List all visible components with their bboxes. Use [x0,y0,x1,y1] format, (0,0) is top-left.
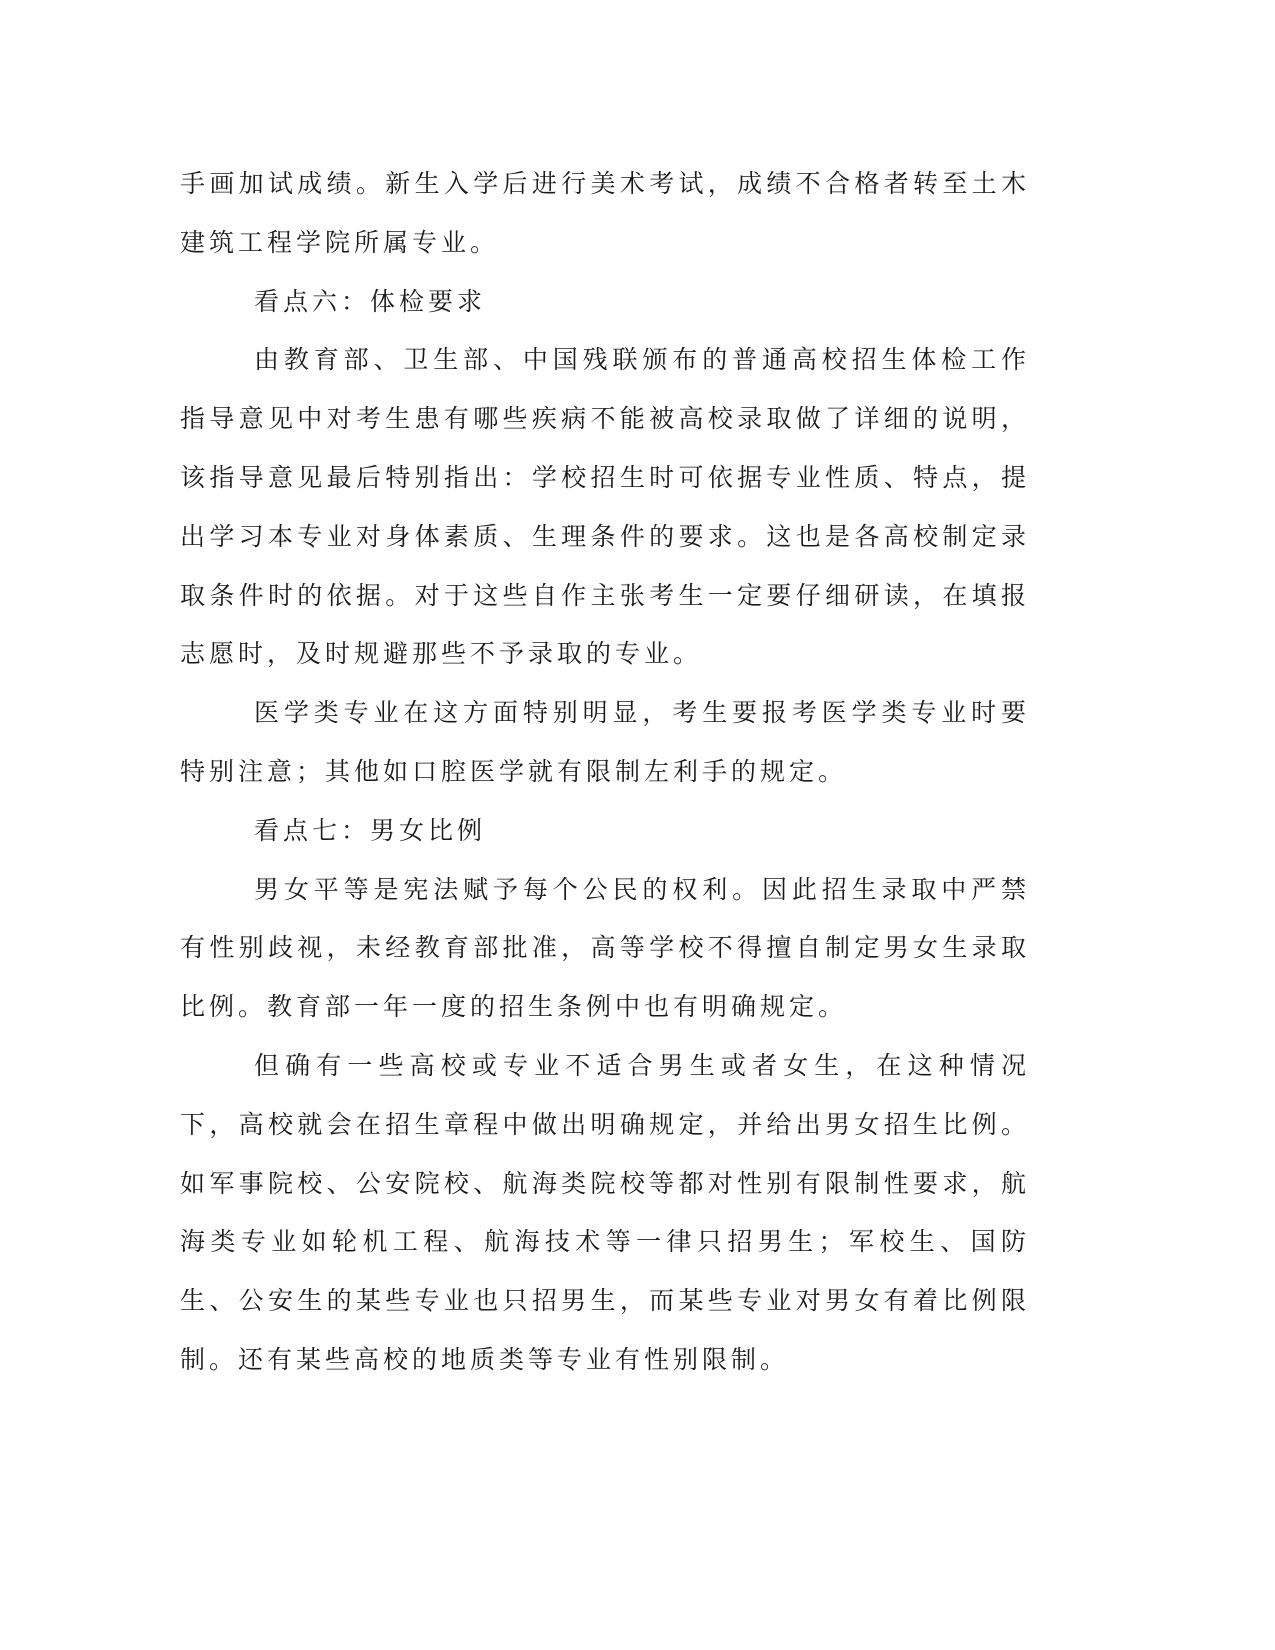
section-heading-gender-ratio: 看点七：男女比例 [254,815,487,845]
paragraph-physical-exam-guidance: 由教育部、卫生部、中国残联颁布的普通高校招生体检工作指导意见中对考生患有哪些疾病不能被高校录取做了详细的说明，该指导意见最后特别指出：学校招生时可依据专业性质、特点，提出学习本专业对身体素质、生理条件的要求。这也是各高校制定录取条件时的依据。对于这些自作主张考生一定要仔细研读，在填报志愿时，及时规避那些不予录取的专业。 [180,345,1030,669]
paragraph-gender-equality: 男女平等是宪法赋予每个公民的权利。因此招生录取中严禁有性别歧视，未经教育部批准，高等学校不得擅自制定男女生录取比例。教育部一年一度的招生条例中也有明确规定。 [180,874,1030,1022]
paragraph-continuation: 手画加试成绩。新生入学后进行美术考试，成绩不合格者转至土木建筑工程学院所属专业。 [180,169,1030,257]
paragraph-medical-majors: 医学类专业在这方面特别明显，考生要报考医学类专业时要特别注意；其他如口腔医学就有限制左利手的规定。 [180,698,1030,786]
document-body [180,155,1030,1390]
section-heading-physical-exam: 看点六：体检要求 [254,286,487,316]
paragraph-gender-restrictions: 但确有一些高校或专业不适合男生或者女生，在这种情况下，高校就会在招生章程中做出明确规定，并给出男女招生比例。如军事院校、公安院校、航海类院校等都对性别有限制性要求，航海类专业如轮机工程、航海技术等一律只招男生；军校生、国防生、公安生的某些专业也只招男生，而某些专业对男女有着比例限制。还有某些高校的地质类等专业有性别限制。 [180,1050,1030,1374]
